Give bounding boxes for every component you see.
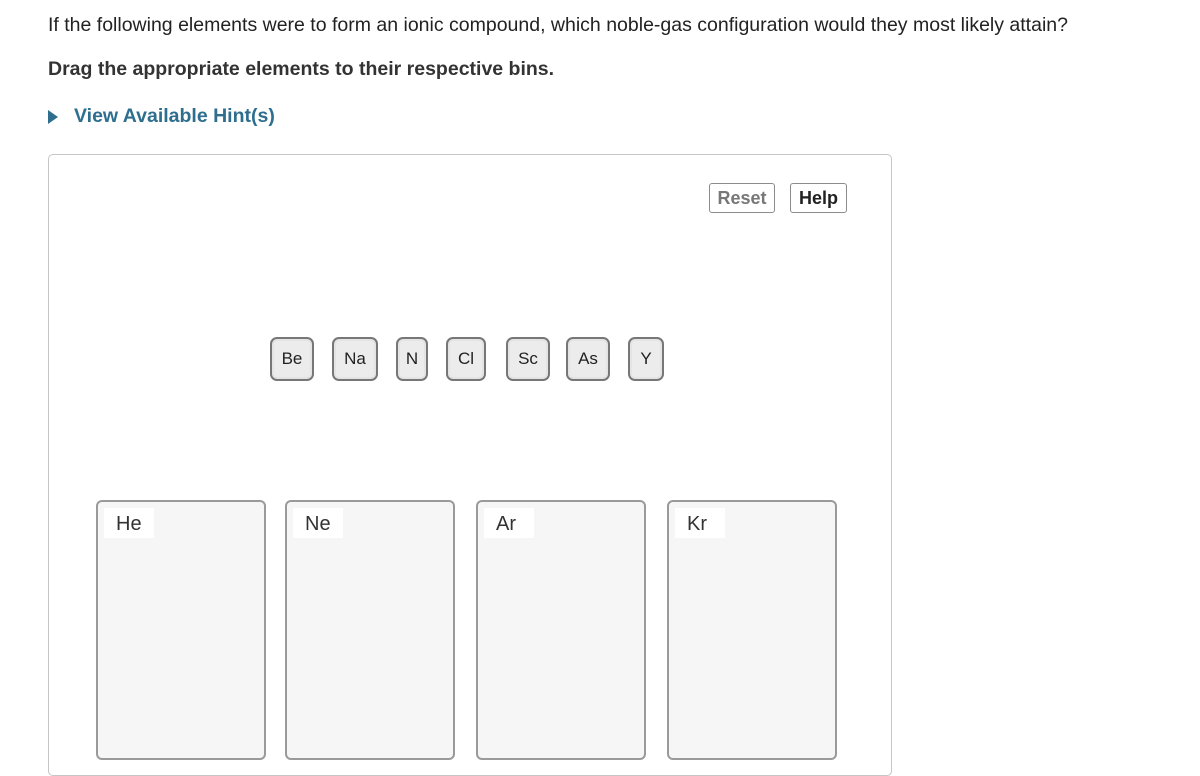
- bin-ne[interactable]: [285, 500, 455, 760]
- element-tile-sc[interactable]: Sc: [506, 337, 550, 381]
- element-tile-na[interactable]: Na: [332, 337, 378, 381]
- bin-label-he: He: [104, 508, 154, 538]
- view-hints-label: View Available Hint(s): [74, 105, 275, 127]
- bin-kr[interactable]: [667, 500, 837, 760]
- reset-button[interactable]: Reset: [709, 183, 775, 213]
- element-tile-y[interactable]: Y: [628, 337, 664, 381]
- question-text: If the following elements were to form an ionic compound, which noble-gas configuration would they most likely attain?: [48, 14, 1068, 36]
- element-tile-be[interactable]: Be: [270, 337, 314, 381]
- bin-label-ne: Ne: [293, 508, 343, 538]
- bin-ar[interactable]: [476, 500, 646, 760]
- bin-label-kr: Kr: [675, 508, 725, 538]
- instruction-text: Drag the appropriate elements to their respective bins.: [48, 58, 555, 80]
- element-tile-as[interactable]: As: [566, 337, 610, 381]
- bin-label-ar: Ar: [484, 508, 534, 538]
- view-hints-link[interactable]: [48, 105, 275, 128]
- help-button[interactable]: Help: [790, 183, 847, 213]
- expand-triangle-icon: [48, 110, 58, 124]
- element-tile-n[interactable]: N: [396, 337, 428, 381]
- bin-he[interactable]: [96, 500, 266, 760]
- element-tile-cl[interactable]: Cl: [446, 337, 486, 381]
